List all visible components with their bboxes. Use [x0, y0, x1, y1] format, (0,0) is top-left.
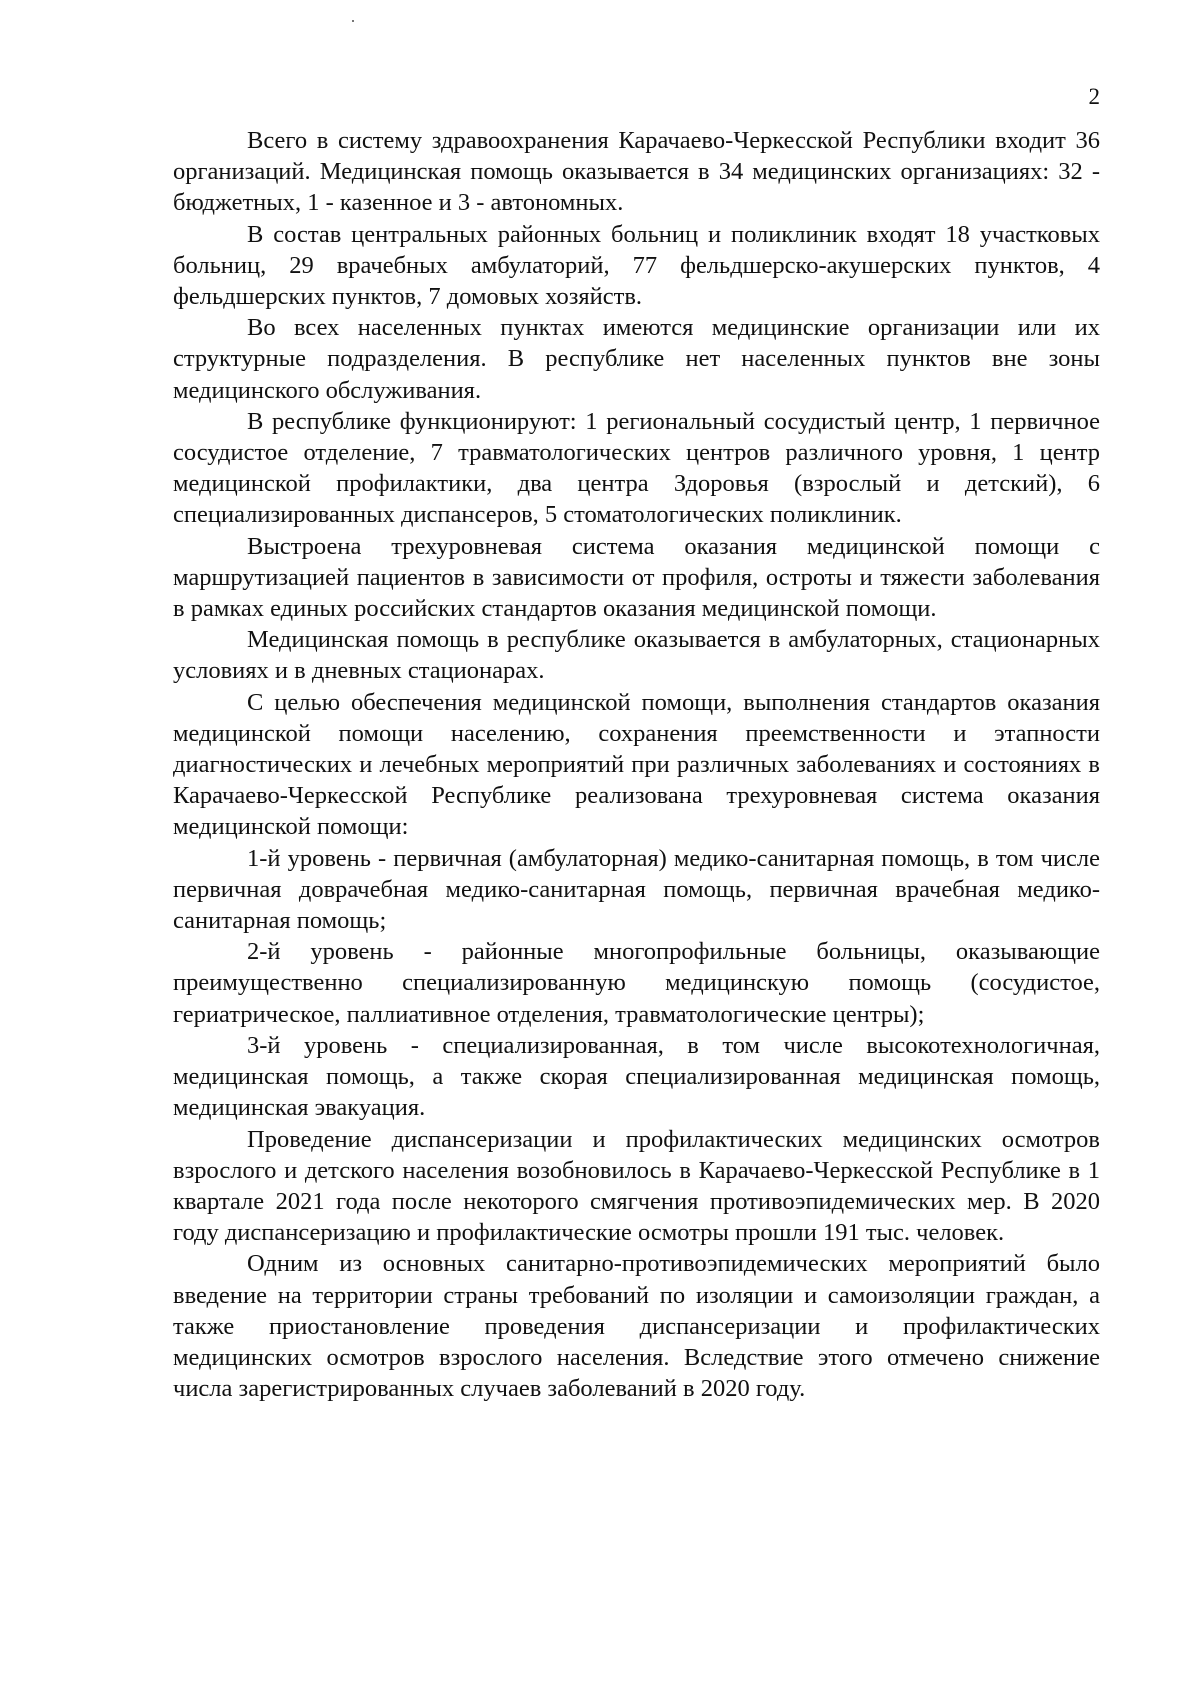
paragraph-level-1: 1-й уровень - первичная (амбулаторная) медико-санитарная помощь, в том числе первичная доврачебная медико-санитарная помощь, первичная врачебная медико-санитарная помощь; [173, 844, 1100, 935]
paragraph-district-hospitals: В состав центральных районных больниц и поликлиник входят 18 участковых больниц, 29 врачебных амбулаторий, 77 фельдшерско-акушерских пунктов, 4 фельдшерских пунктов, 7 домовых хозяйств. [173, 220, 1100, 311]
paragraph-level-3: 3-й уровень - специализированная, в том числе высокотехнологичная, медицинская помощь, а также скорая специализированная медицинская помощь, медицинская эвакуация. [173, 1031, 1100, 1122]
page-number: 2 [1088, 84, 1100, 109]
document-body [173, 125, 1100, 1404]
scan-speck [352, 20, 354, 22]
paragraph-epidemic-measures: Одним из основных санитарно-противоэпидемических мероприятий было введение на территории страны требований по изоляции и самоизоляции граждан, а также приостановление проведения диспансеризации и профилактических медицинских осмотров взрослого населения. Вследствие этого отмечено снижение числа зарегистрированных случаев заболеваний в 2020 году. [173, 1250, 1100, 1403]
paragraph-care-conditions: Медицинская помощь в республике оказывается в амбулаторных, стационарных условиях и в дневных стационарах. [173, 626, 1100, 685]
paragraph-organizations-count: Всего в систему здравоохранения Карачаево-Черкесской Республики входит 36 организаций. Медицинская помощь оказывается в 34 медицинских организациях: 32 - бюджетных, 1 - казенное и 3 - автономных. [173, 127, 1100, 217]
paragraph-level-2: 2-й уровень - районные многопрофильные больницы, оказывающие преимущественно специализированную медицинскую помощь (сосудистое, гериатрическое, паллиативное отделения, травматологические центры); [173, 938, 1100, 1028]
paragraph-settlements-coverage: Во всех населенных пунктах имеются медицинские организации или их структурные подразделения. В республике нет населенных пунктов вне зоны медицинского обслуживания. [173, 314, 1100, 404]
paragraph-three-level-system: Выстроена трехуровневая система оказания медицинской помощи с маршрутизацией пациентов в зависимости от профиля, остроты и тяжести заболевания в рамках единых российских стандартов оказания медицинской помощи. [173, 532, 1100, 623]
paragraph-functioning-centers: В республике функционируют: 1 региональный сосудистый центр, 1 первичное сосудистое отделение, 7 травматологических центров различного уровня, 1 центр медицинской профилактики, два центра Здоровья (взрослый и детский), 6 специализированных диспансеров, 5 стоматологических поликлиник. [173, 407, 1100, 529]
paragraph-standards-purpose: С целью обеспечения медицинской помощи, выполнения стандартов оказания медицинской помощи населению, сохранения преемственности и этапности диагностических и лечебных мероприятий при различных заболеваниях и состояниях в Карачаево-Черкесской Республике реализована трехуровневая система оказания медицинской помощи: [173, 688, 1100, 841]
paragraph-dispensarization: Проведение диспансеризации и профилактических медицинских осмотров взрослого и детского населения возобновилось в Карачаево-Черкесской Республике в 1 квартале 2021 года после некоторого смягчения противоэпидемических мер. В 2020 году диспансеризацию и профилактические осмотры прошли 191 тыс. человек. [173, 1125, 1100, 1247]
